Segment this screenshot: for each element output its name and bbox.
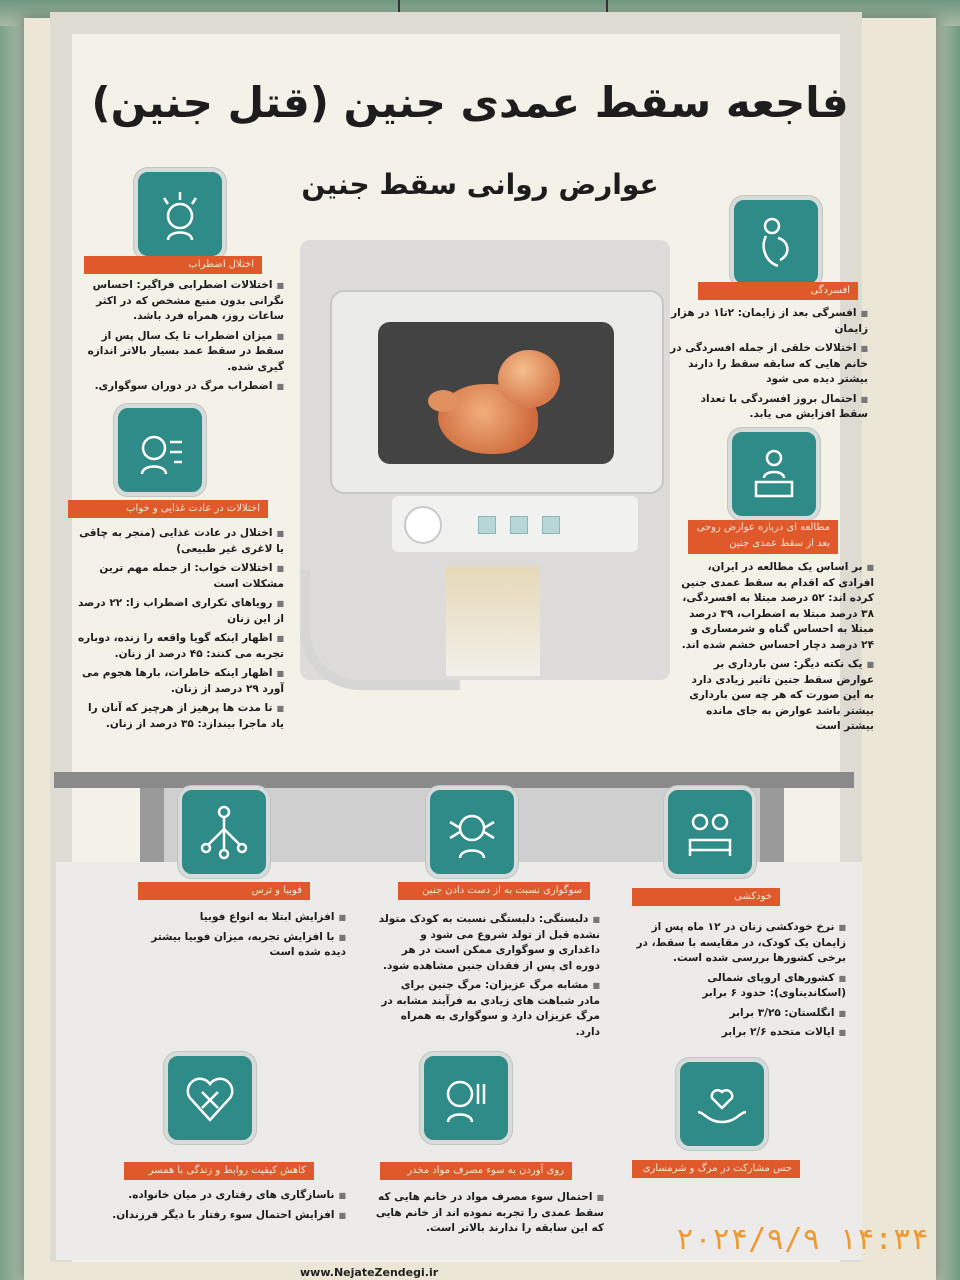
knob-icon: [404, 506, 442, 544]
grief-text: [378, 912, 600, 1044]
control-button-icon: [510, 516, 528, 534]
monitor-cable: [300, 570, 460, 690]
website-footer: www.NejateZendegi.ir: [300, 1266, 439, 1279]
drugs-text: [360, 1190, 604, 1241]
grief-woman-icon: [426, 786, 518, 878]
list-item: ■ اختلال در عادت غذایی (منجر به چاقی یا لاغری غیر طبیعی): [74, 526, 284, 557]
phobia-text: [146, 910, 346, 965]
pregnant-woman-icon: [730, 196, 822, 288]
tag-guilt: حس مشارکت در مرگ و شرمساری: [632, 1160, 800, 1178]
bed-leg: [760, 788, 784, 868]
poster-title: فاجعه سقط عمدی جنین (قتل جنین): [91, 78, 849, 127]
relations-text: [110, 1188, 346, 1227]
tag-grief: سوگواری نسبت به از دست دادن جنین: [398, 882, 590, 900]
phobia-network-icon: [178, 786, 270, 878]
list-item: ■ اضطراب مرگ در دوران سوگواری.: [84, 379, 284, 395]
list-item: ■ افزایش ابتلا به انواع فوبیا: [146, 910, 346, 926]
anxiety-icon: [134, 168, 226, 260]
drugs-face-icon: [420, 1052, 512, 1144]
suicide-text: [632, 920, 846, 1045]
tag-phobia: فوبیا و ترس: [138, 882, 310, 900]
list-item: ■ ناسازگاری های رفتاری در میان خانواده.: [110, 1188, 346, 1204]
list-item: ■ اختلالات اضطرابی فراگیر: احساس نگرانی بدون منبع مشخص که در اکثر ساعات روز، همراه فرد باشد.: [84, 278, 284, 325]
list-item: ■ بر اساس یک مطالعه در ایران، افرادی که اقدام به سقط عمدی جنین کرده اند: ۵۲ درصد مبتلا به افسردگی، ۳۸ درصد مبتلا به اضطراب، ۳۹ درصد مبتلا به احساس گناه و شرمساری و ۲۴ درصد دچار احساس خشم شده اند.: [680, 560, 874, 653]
tag-anxiety: اختلال اضطراب: [84, 256, 262, 274]
depression-text: [668, 306, 868, 427]
list-item: ■ تا مدت ها پرهیز از هرچیز که آنان را یاد ماجرا بیندازد: ۳۵ درصد از زنان.: [74, 701, 284, 732]
list-item: ■ نرخ خودکشی زنان در ۱۲ ماه پس از زایمان یک کودک، در مقایسه با سقط، در برخی کشورها بررسی شده است.: [632, 920, 846, 967]
list-item: ■ اختلالات خواب: از جمله مهم ترین مشکلات است: [74, 561, 284, 592]
list-item: ■ افسرگی بعد از زایمان: ۲تا۱ در هزار زایمان: [668, 306, 868, 337]
list-item: ■ با افزایش تجربه، میزان فوبیا بیشتر دیده شده است: [146, 930, 346, 961]
list-item: ■ دلبستگی: دلبستگی نسبت به کودک متولد نشده قبل از تولد شروع می شود و داغداری و سوگواری ممکن است در هر دوره ای پس از فقدان جنین مشاهده شود.: [378, 912, 600, 974]
tag-eating: اختلالات در عادت غذایی و خواب: [68, 500, 268, 518]
control-button-icon: [478, 516, 496, 534]
list-item: ■ مشابه مرگ عزیزان: مرگ جنین برای مادر شباهت های زیادی به فرآیند مشابه در مرگ عزیزان دارد و سوگواری به همراه دارد.: [378, 978, 600, 1040]
bed-leg: [140, 788, 164, 868]
study-text: [680, 560, 874, 739]
tag-relations: کاهش کیفیت روابط و زندگی با همسر: [124, 1162, 314, 1180]
tag-study: مطالعه ای درباره عوارض روحی بعد از سقط عمدی جنین: [688, 520, 838, 554]
tag-suicide: خودکشی: [632, 888, 780, 906]
control-button-icon: [542, 516, 560, 534]
tag-depression: افسردگی: [698, 282, 858, 300]
poster-subtitle: عوارض روانی سقط جنین: [301, 168, 659, 201]
photo-timestamp: ۲۰۲۴/۹/۹ ۱۴:۳۴: [676, 1222, 929, 1257]
list-item: ■ احتمال سوء مصرف مواد در خانم هایی که سقط عمدی را تجربه نموده اند از خانم هایی که این سابقه را ندارند بالاتر است.: [360, 1190, 604, 1237]
list-item: ■ اظهار اینکه گویا واقعه را زنده، دوباره تجربه می کنند: ۴۵ درصد از زنان.: [74, 631, 284, 662]
fetus-leg: [428, 390, 458, 412]
list-item: ■ یک نکته دیگر: سن بارداری بر عوارض سقط جنین تاثیر زیادی دارد به این صورت که هر چه سن بارداری بیشتر باشد عوارض به جای مانده بیشتر است: [680, 657, 874, 735]
list-item: ■ افزایش احتمال سوء رفتار با دیگر فرزندان.: [110, 1208, 346, 1224]
broken-heart-icon: [164, 1052, 256, 1144]
suicide-bed-icon: [664, 786, 756, 878]
list-item: ■ اظهار اینکه خاطرات، بارها هجوم می آورد ۲۹ درصد از زنان.: [74, 666, 284, 697]
list-item: ■ اختلالات خلقی از جمله افسردگی در خانم هایی که سابقه سقط را دارند بیشتر دیده می شود: [668, 341, 868, 388]
list-item: ■ انگلستان: ۳/۲۵ برابر: [632, 1006, 846, 1022]
list-item: ■ رویاهای تکراری اضطراب زا: ۲۲ درصد از این زنان: [74, 596, 284, 627]
hands-heart-icon: [676, 1058, 768, 1150]
tag-drugs: روی آوردن به سوء مصرف مواد مخدر: [380, 1162, 572, 1180]
list-item: ■ احتمال بروز افسردگی با تعداد سقط افزایش می یابد.: [668, 392, 868, 423]
eating-text: [74, 526, 284, 736]
anxiety-text: [84, 278, 284, 399]
monitor-stand: [446, 566, 540, 676]
fetus-head: [498, 350, 560, 408]
list-item: ■ میزان اضطراب تا یک سال پس از سقط در سقط عمد بسیار بالاتر اندازه گیری شده.: [84, 329, 284, 376]
nightmare-icon: [114, 404, 206, 496]
study-book-icon: [728, 428, 820, 520]
list-item: ■ کشورهای اروپای شمالی (اسکاندیناوی): حدود ۶ برابر: [632, 971, 846, 1002]
monitor-screen: [378, 322, 614, 464]
list-item: ■ ایالات متحده ۲/۶ برابر: [632, 1025, 846, 1041]
